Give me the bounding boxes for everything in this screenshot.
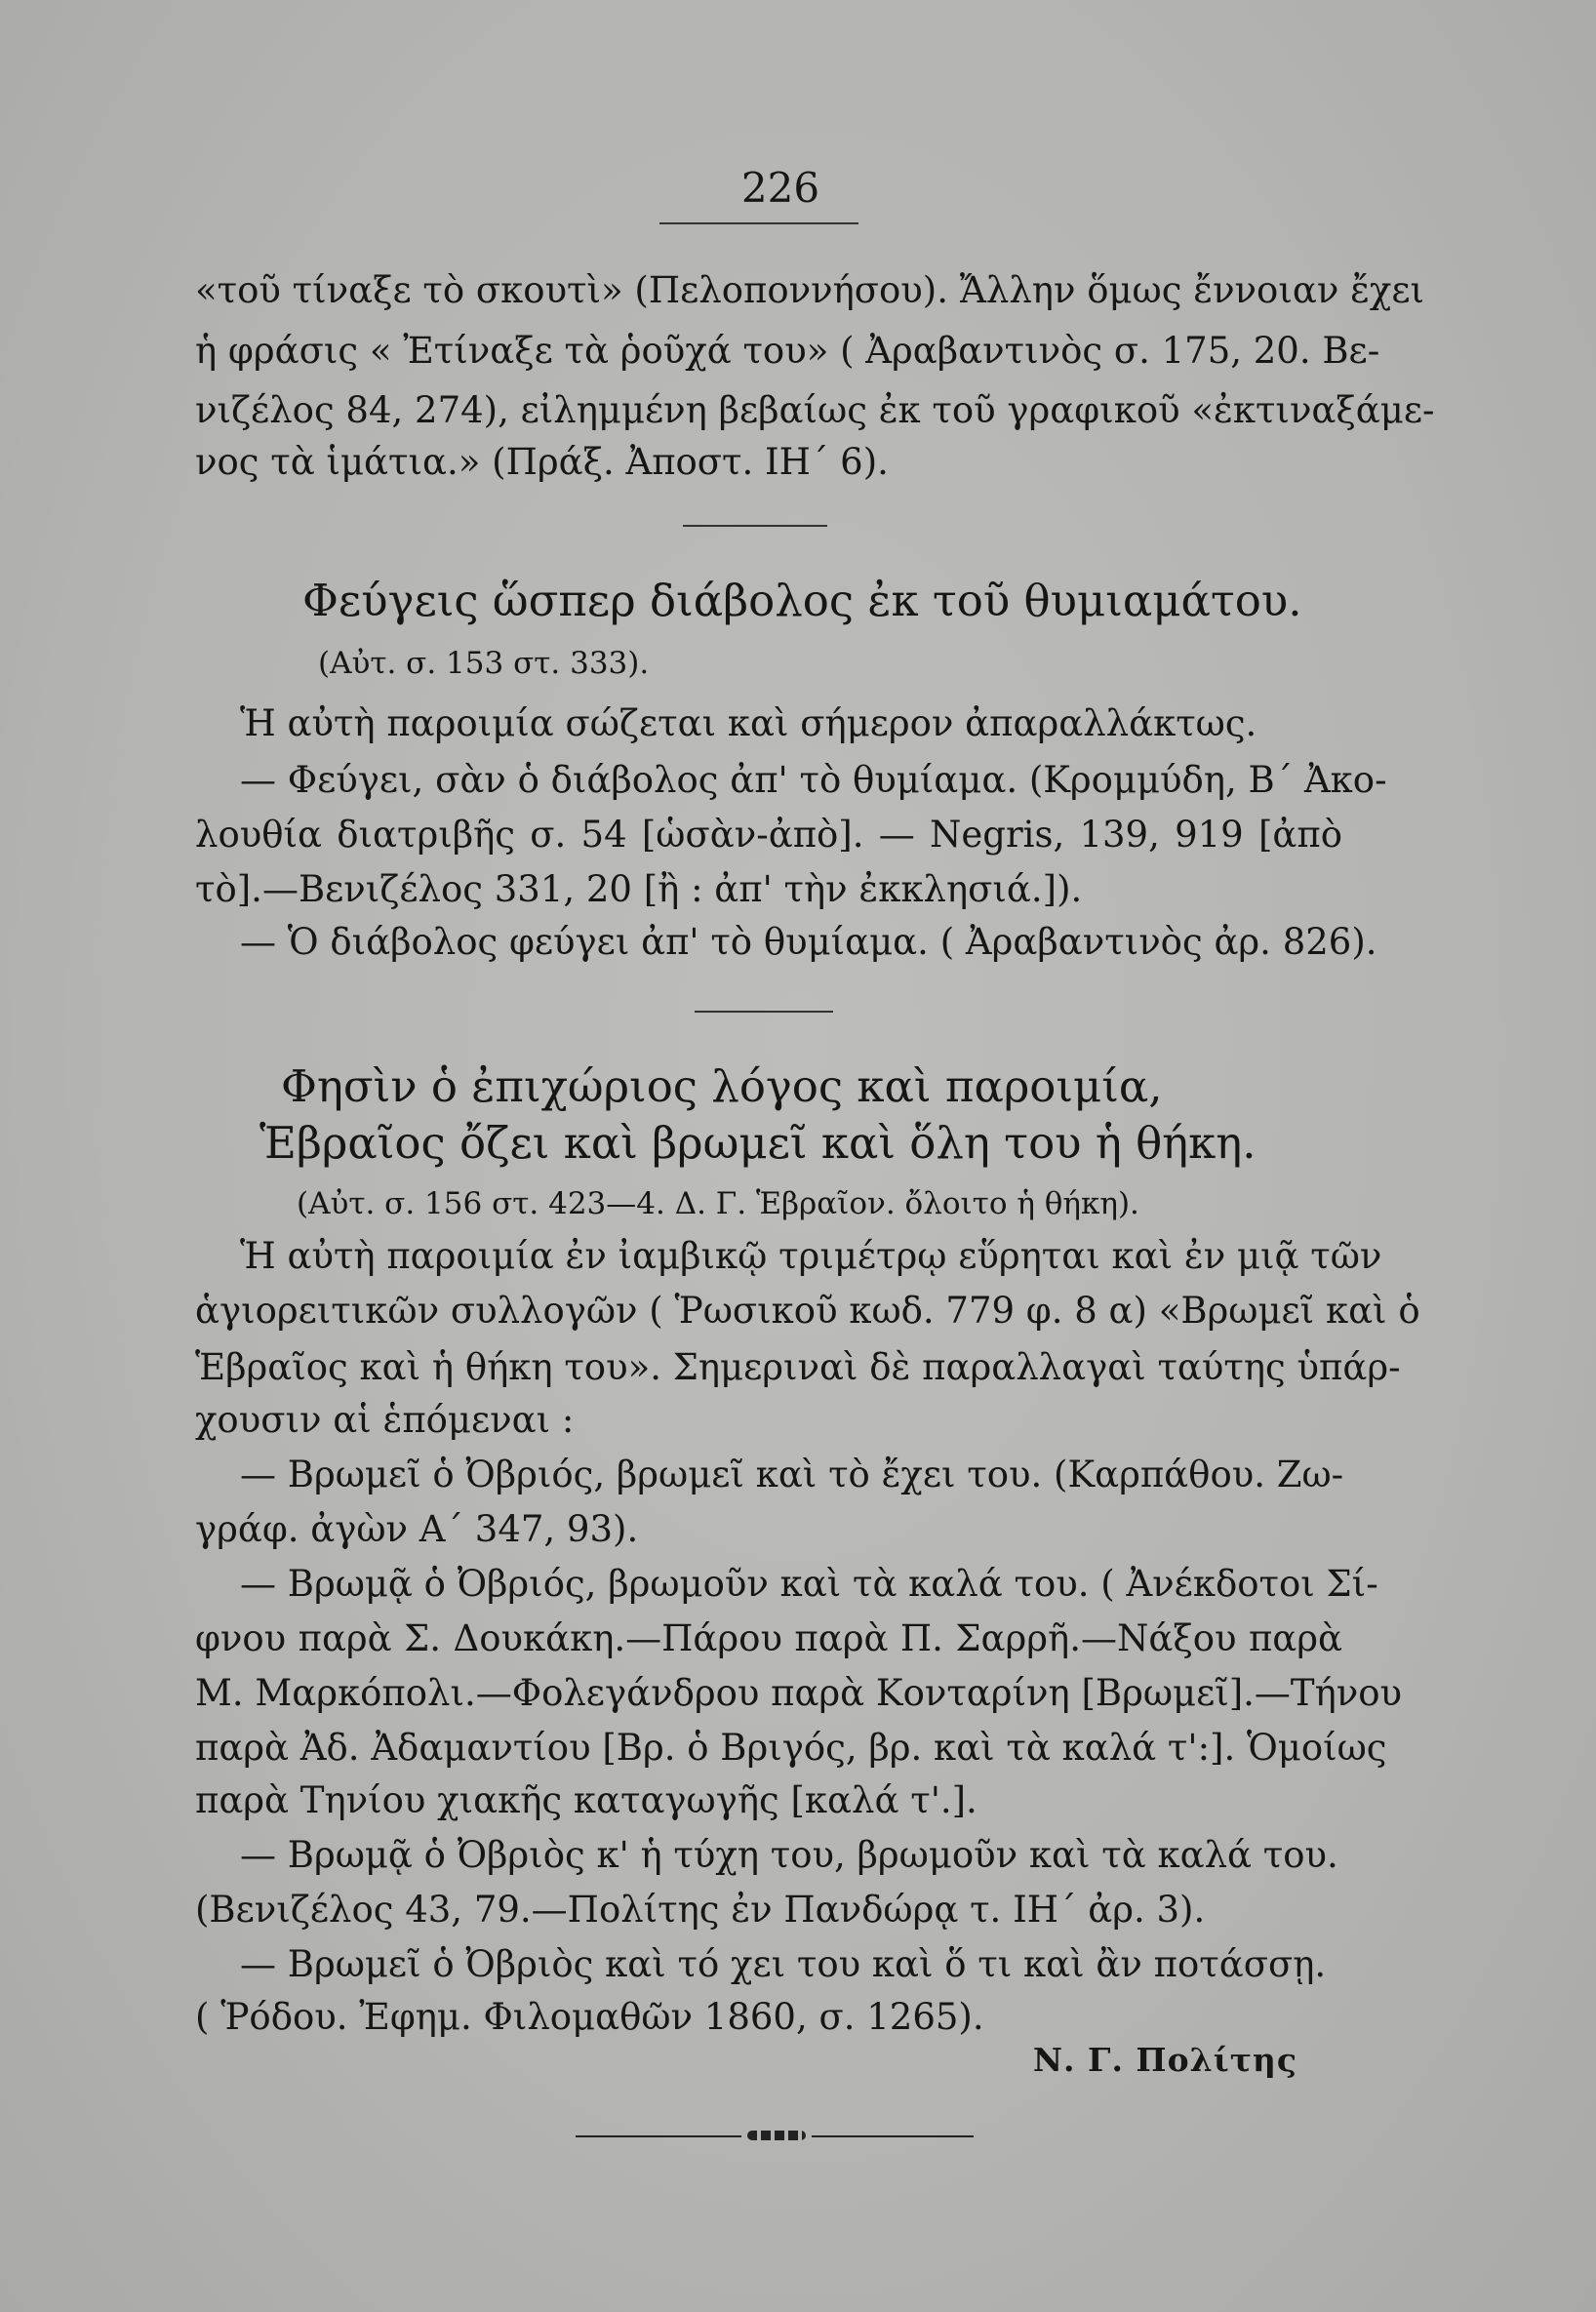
commentary-line: — Βρωμεῖ ὁ Ὀβριὸς καὶ τό χει του καὶ ὅ τι καὶ ἂν ποτάσσῃ. [240, 1943, 1327, 1985]
section-divider [695, 1011, 833, 1013]
proverb-source: (Αὐτ. σ. 153 στ. 333). [318, 646, 650, 681]
commentary-line: — Ὁ διάβολος φεύγει ἀπ' τὸ θυμίαμα. ( Ἀραβαντινὸς ἀρ. 826). [240, 921, 1377, 963]
text-line: «τοῦ τίναξε τὸ σκουτὶ» (Πελοποννήσου). Ἄλλην ὅμως ἔννοιαν ἔχει [195, 269, 1425, 311]
text-line: ἡ φράσις « Ἐτίναξε τὰ ῥοῦχά του» ( Ἀραβαντινὸς σ. 175, 20. Βε- [195, 330, 1380, 372]
commentary-line: χουσιν αἱ ἑπόμεναι : [195, 1399, 575, 1441]
proverb-verse: Φεύγεις ὥσπερ διάβολος ἐκ τοῦ θυμιαμάτου. [302, 575, 1302, 626]
commentary-line: — Βρωμᾷ ὁ Ὀβριὸς κ' ἡ τύχη του, βρωμοῦν καὶ τὰ καλά του. [240, 1834, 1338, 1876]
header-rule [659, 222, 858, 224]
commentary-line: — Βρωμᾷ ὁ Ὀβριός, βρωμοῦν καὶ τὰ καλά του. ( Ἀνέκδοτοι Σί- [240, 1563, 1378, 1605]
proverb-source: (Αὐτ. σ. 156 στ. 423—4. Δ. Γ. Ἑβραῖον. ὄλοιτο ἡ θήκη). [297, 1186, 1139, 1221]
commentary-line: Ἡ αὐτὴ παροιμία σώζεται καὶ σήμερον ἀπαραλλάκτως. [240, 702, 1257, 744]
commentary-line: παρὰ Τηνίου χιακῆς καταγωγῆς [καλά τ'.]. [195, 1779, 978, 1821]
commentary-line: γράφ. ἀγὼν Α΄ 347, 93). [195, 1508, 639, 1550]
commentary-line: Ἡ αὐτὴ παροιμία ἐν ἰαμβικῷ τριμέτρῳ εὕρηται καὶ ἐν μιᾷ τῶν [240, 1235, 1382, 1277]
proverb-verse: Ἑβραῖος ὄζει καὶ βρωμεῖ καὶ ὅλη του ἡ θήκη. [259, 1117, 1257, 1169]
proverb-verse: Φησὶν ὁ ἐπιχώριος λόγος καὶ παροιμία, [281, 1060, 1163, 1112]
section-divider [683, 525, 827, 527]
end-ornament [576, 2131, 974, 2142]
page-number: 226 [740, 164, 820, 212]
commentary-line: παρὰ Ἀδ. Ἀδαμαντίου [Βρ. ὁ Βριγός, βρ. καὶ τὰ καλά τ':]. Ὁμοίως [195, 1727, 1387, 1769]
commentary-line: τὸ].—Βενιζέλος 331, 20 [ἢ : ἀπ' τὴν ἐκκλησιά.]). [195, 868, 1083, 910]
commentary-line: Μ. Μαρκόπολι.—Φολεγάνδρου παρὰ Κονταρίνη [Βρωμεῖ].—Τήνου [195, 1672, 1403, 1714]
author-signature: Ν. Γ. Πολίτης [1032, 2041, 1297, 2079]
commentary-line: φνου παρὰ Σ. Δουκάκη.—Πάρου παρὰ Π. Σαρρῆ.—Νάξου παρὰ [195, 1617, 1342, 1659]
commentary-line: — Φεύγει, σὰν ὁ διάβολος ἀπ' τὸ θυμίαμα. (Κρομμύδη, Β΄ Ἀκο- [240, 759, 1387, 801]
commentary-line: λουθία διατριβῆς σ. 54 [ὡσὰν-ἀπὸ]. — Negris, 139, 919 [ἀπὸ [195, 814, 1342, 856]
text-line: νος τὰ ἱμάτια.» (Πράξ. Ἀποστ. ΙΗ΄ 6). [195, 441, 889, 483]
commentary-line: ( Ῥόδου. Ἐφημ. Φιλομαθῶν 1860, σ. 1265). [195, 1996, 984, 2038]
commentary-line: — Βρωμεῖ ὁ Ὀβριός, βρωμεῖ καὶ τὸ ἔχει του. (Καρπάθου. Ζω- [240, 1454, 1344, 1495]
commentary-line: Ἑβραῖος καὶ ἡ θήκη του». Σημεριναὶ δὲ παραλλαγαὶ ταύτης ὑπάρ- [195, 1346, 1401, 1388]
text-line: νιζέλος 84, 274), εἰλημμένη βεβαίως ἐκ τοῦ γραφικοῦ «ἐκτιναξάμε- [195, 389, 1435, 431]
commentary-line: (Βενιζέλος 43, 79.—Πολίτης ἐν Πανδώρᾳ τ. ΙΗ΄ ἀρ. 3). [195, 1889, 1206, 1931]
commentary-line: ἁγιορειτικῶν συλλογῶν ( Ῥωσικοῦ κωδ. 779 φ. 8 α) «Βρωμεῖ καὶ ὁ [195, 1290, 1420, 1332]
